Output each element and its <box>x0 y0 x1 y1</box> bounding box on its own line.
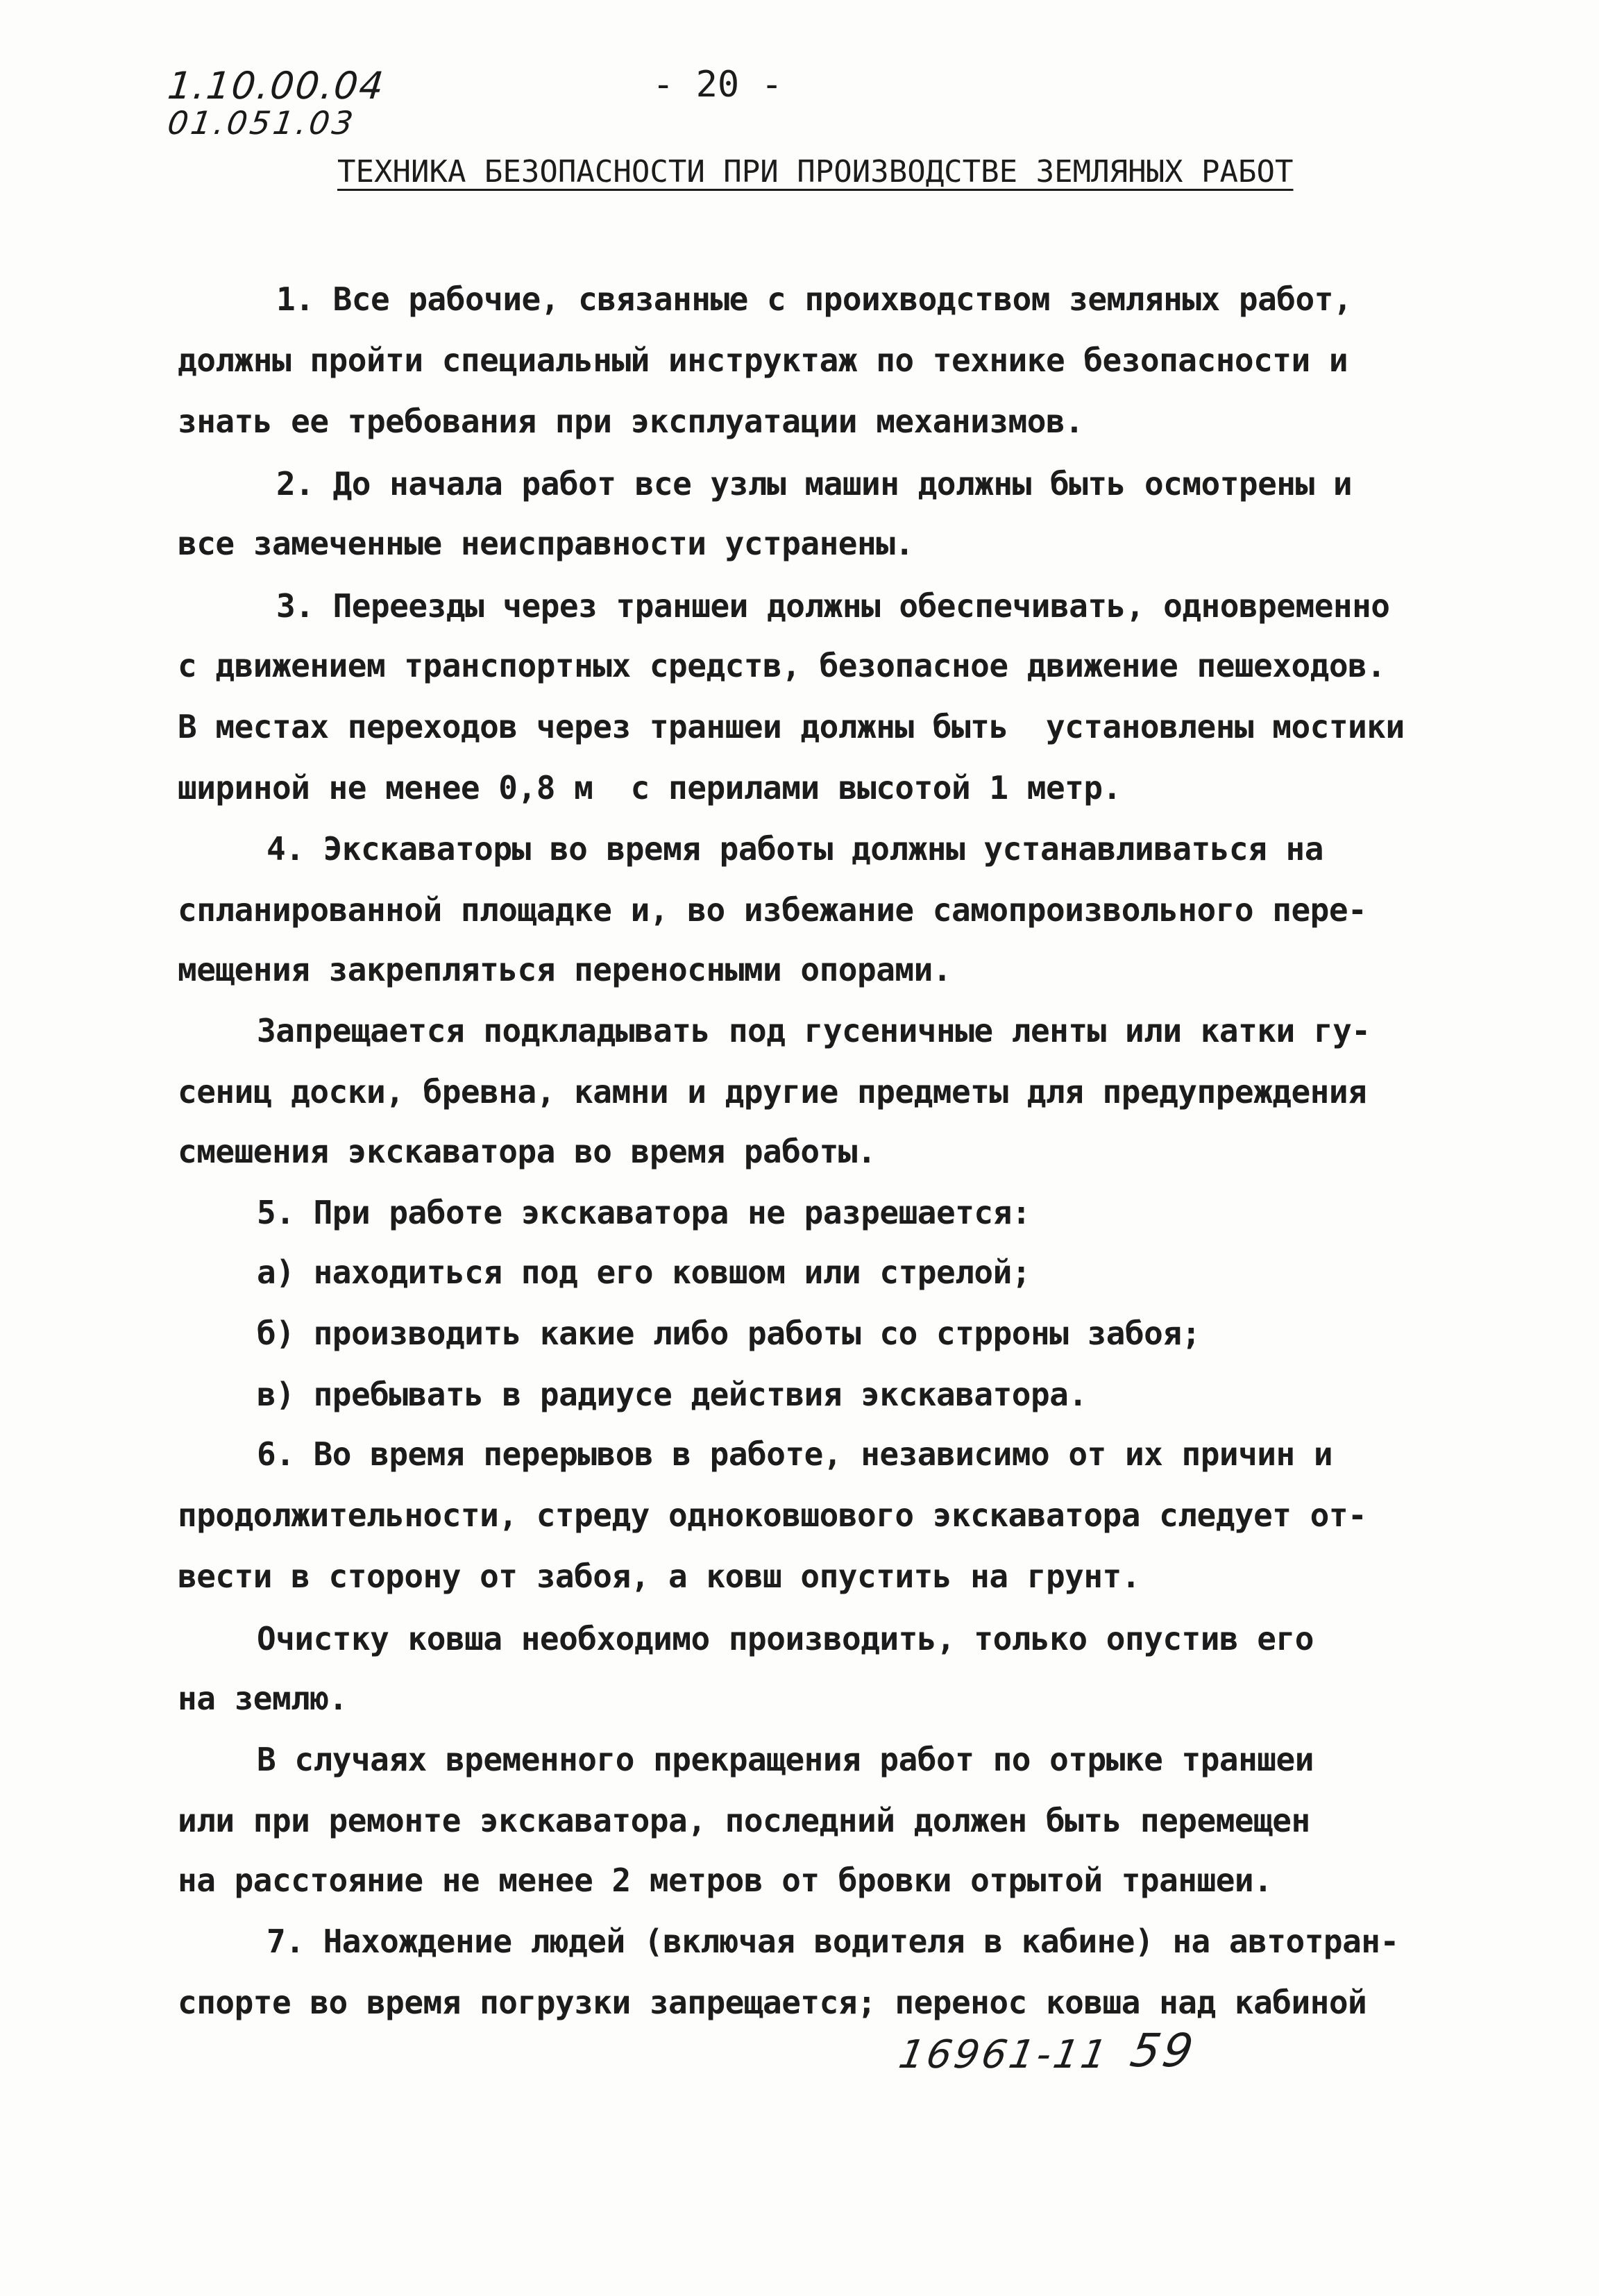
handwritten-footer-code: 16961-11 <box>895 2032 1113 2077</box>
text-line: смешения экскаватора во время работы. <box>178 1133 877 1170</box>
text-line: б) производить какие либо работы со стрроны забоя; <box>257 1315 1201 1352</box>
text-line: с движением транспортных средств, безопасное движение пешеходов. <box>178 647 1386 684</box>
text-line: В местах переходов через траншеи должны быть установлены мостики <box>178 708 1405 745</box>
text-line: знать ее требования при эксплуатации механизмов. <box>178 403 1084 440</box>
text-line: 2. До начала работ все узлы машин должны быть осмотрены и <box>276 465 1353 503</box>
text-line: спорте во время погрузки запрещается; перенос ковша над кабиной <box>178 1984 1367 2021</box>
text-line: или при ремонте экскаватора, последний должен быть перемещен <box>178 1802 1310 1839</box>
text-line: 1. Все рабочие, связанные с проихводством земляных работ, <box>276 280 1353 318</box>
text-line: сениц доски, бревна, камни и другие предметы для предупреждения <box>178 1073 1367 1111</box>
text-line: Запрещается подкладывать под гусеничные ленты или катки гу- <box>257 1012 1371 1049</box>
text-line: 4. Экскаваторы во время работы должны устанавливаться на <box>266 830 1323 868</box>
text-line: спланированной площадке и, во избежание самопроизвольного пере- <box>178 891 1367 929</box>
handwritten-footer-number: 59 <box>1126 2024 1200 2077</box>
handwritten-code-line1: 1.10.00.04 <box>165 64 387 108</box>
text-line: В случаях временного прекращения работ по отрыке траншеи <box>257 1741 1314 1778</box>
text-line: шириной не менее 0,8 м с перилами высотой 1 метр. <box>178 769 1122 807</box>
text-line: 5. При работе экскаватора не разрешается: <box>257 1194 1031 1231</box>
text-line: продолжительности, стреду одноковшового экскаватора следует от- <box>178 1496 1367 1534</box>
text-line: 3. Переезды через траншеи должны обеспечивать, одновременно <box>276 587 1390 625</box>
page-number: - 20 - <box>652 64 783 105</box>
document-title: ТЕХНИКА БЕЗОПАСНОСТИ ПРИ ПРОИЗВОДСТВЕ ЗЕМЛЯНЫХ РАБОТ <box>337 154 1294 189</box>
text-line: на землю. <box>178 1680 348 1717</box>
text-line: должны пройти специальный инструктаж по технике безопасности и <box>178 341 1348 379</box>
handwritten-code-line2: 01.051.03 <box>165 104 358 142</box>
text-line: на расстояние не менее 2 метров от бровки отрытой траншеи. <box>178 1862 1273 1899</box>
text-line: а) находиться под его ковшом или стрелой; <box>257 1253 1031 1291</box>
text-line: вести в сторону от забоя, а ковш опустить на грунт. <box>178 1558 1140 1595</box>
text-line: все замеченные неисправности устранены. <box>178 525 914 562</box>
text-line: 6. Во время перерывов в работе, независимо от их причин и <box>257 1435 1333 1473</box>
text-line: 7. Нахождение людей (включая водителя в кабине) на автотран- <box>266 1923 1399 1960</box>
text-line: мещения закрепляться переносными опорами. <box>178 951 951 988</box>
text-line: в) пребывать в радиусе действия экскаватора. <box>257 1376 1088 1413</box>
text-line: Очистку ковша необходимо производить, только опустив его <box>257 1620 1314 1657</box>
